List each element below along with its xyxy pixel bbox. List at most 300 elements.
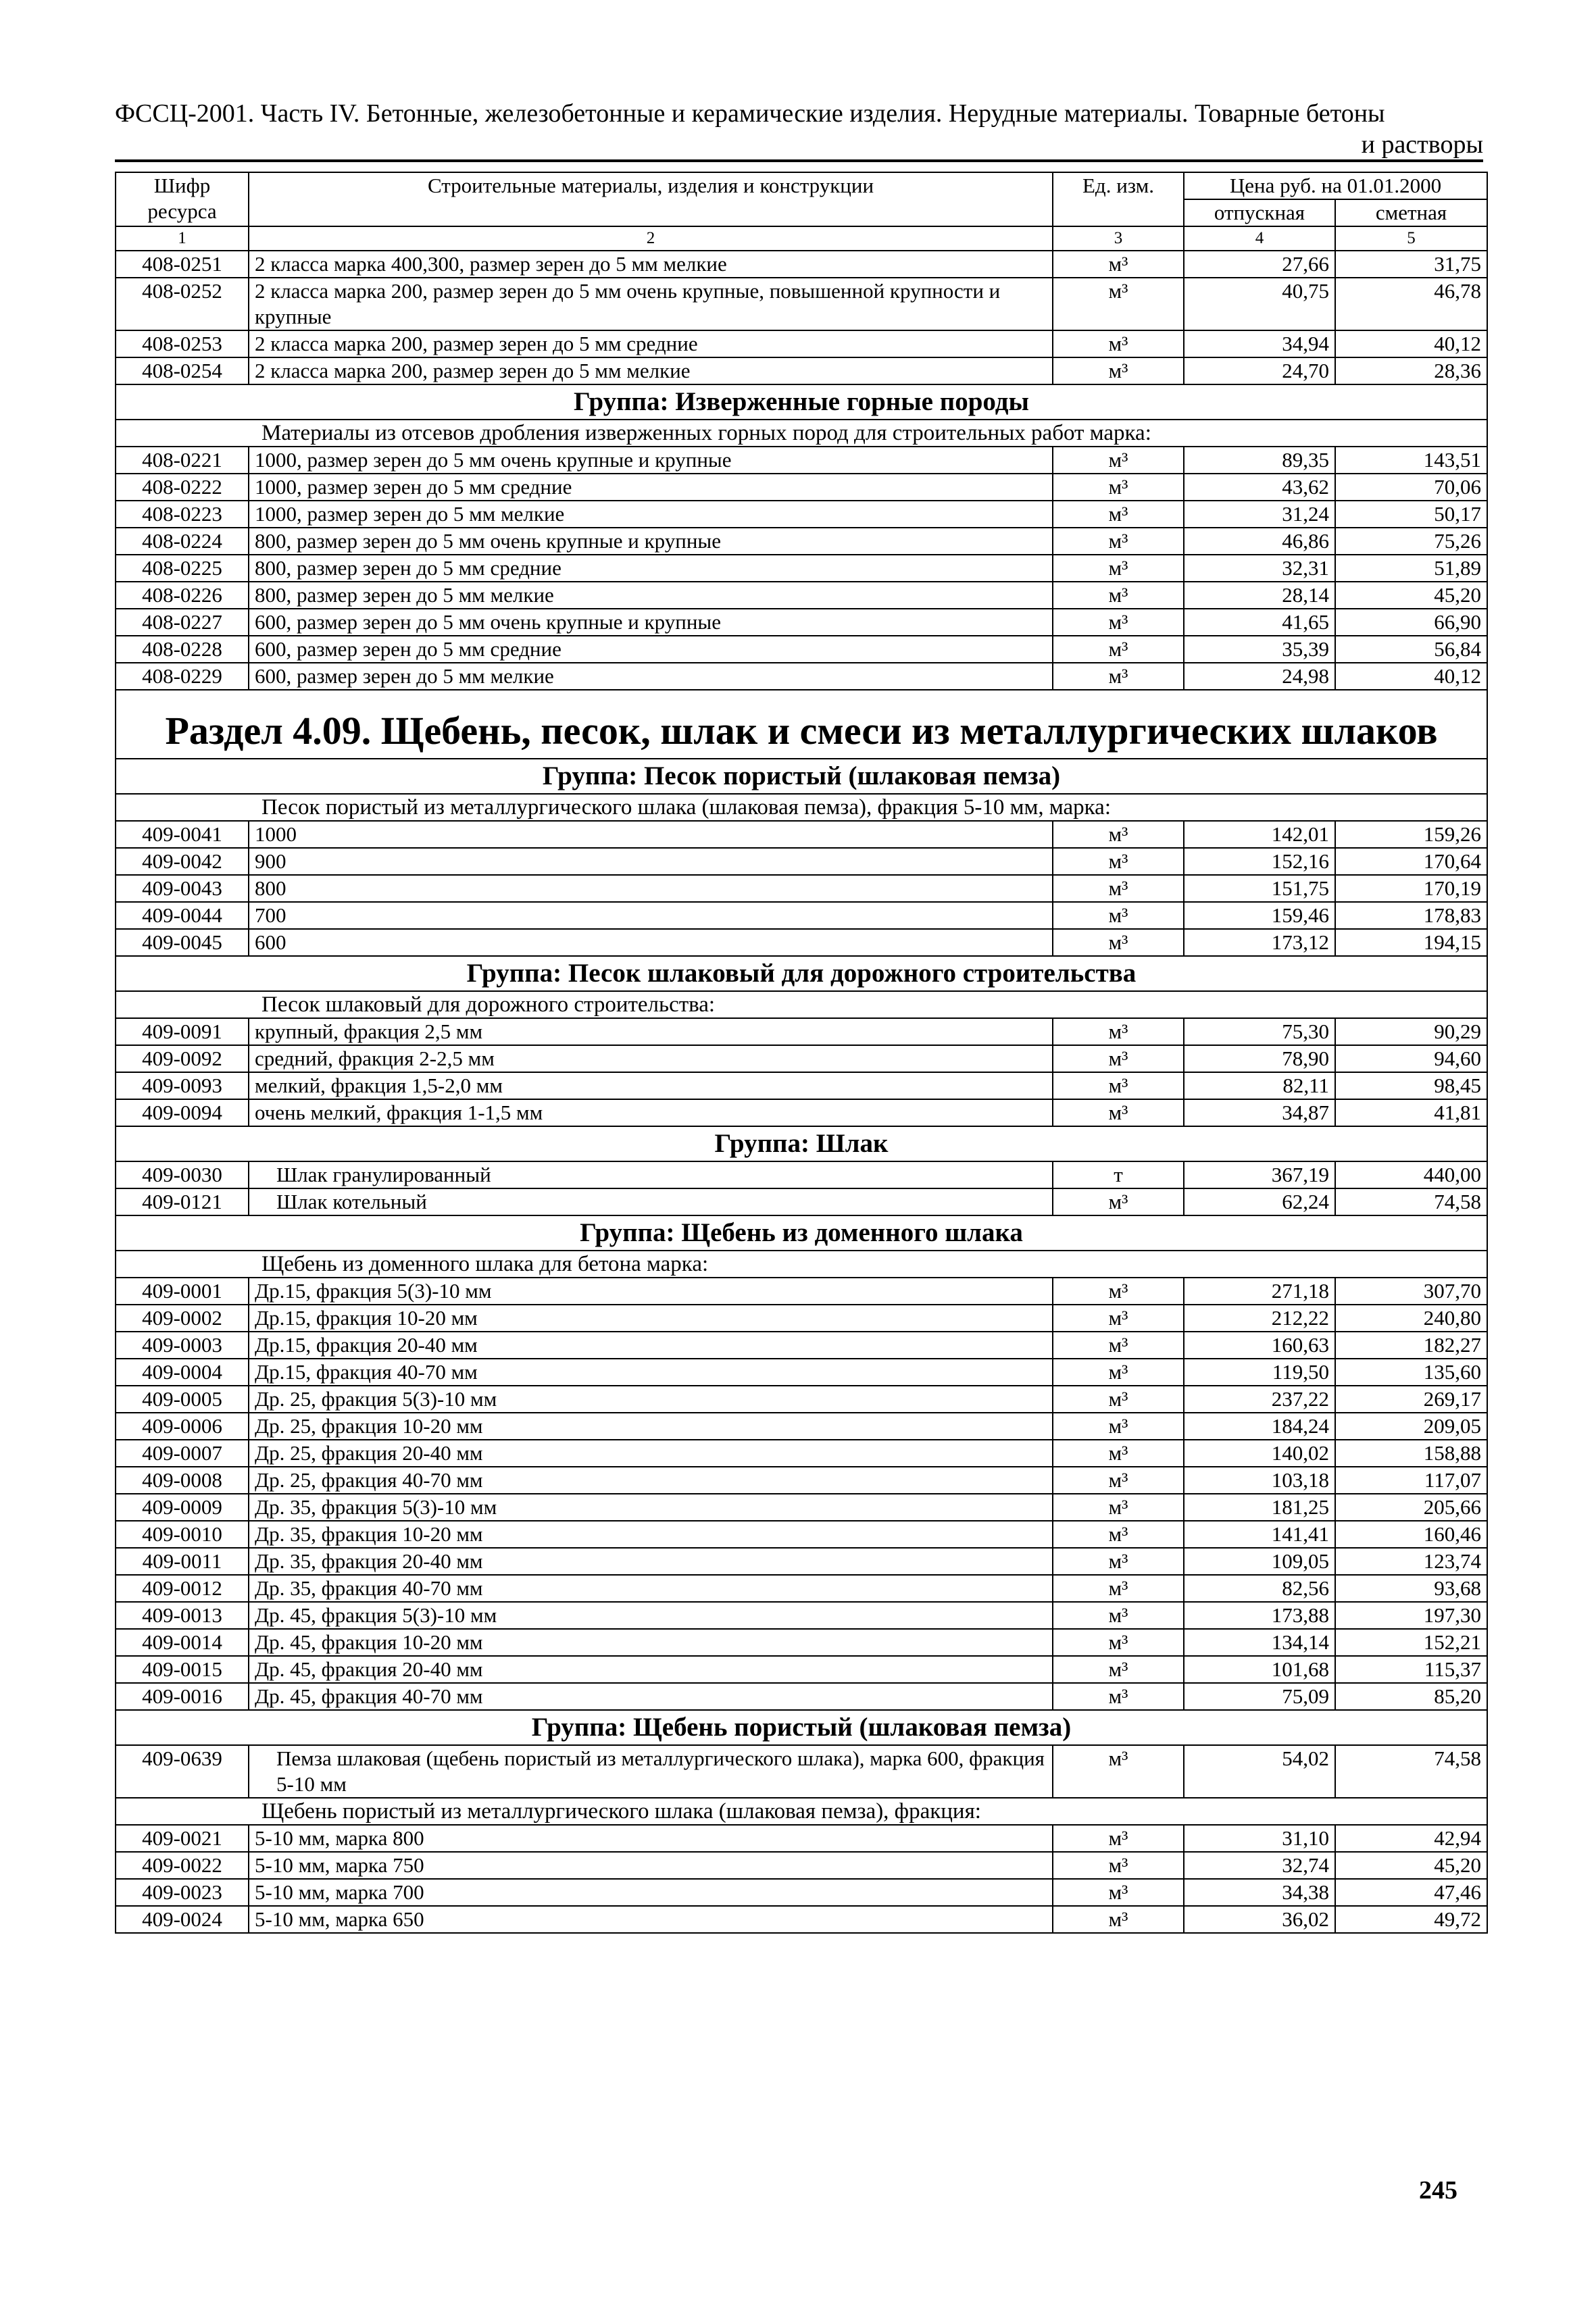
- cell-release-price: 54,02: [1184, 1745, 1335, 1798]
- cell-estimate-price: 307,70: [1335, 1278, 1487, 1305]
- col-number-4: 4: [1184, 226, 1335, 251]
- cell-estimate-price: 152,21: [1335, 1629, 1487, 1656]
- cell-code: 409-0003: [116, 1332, 249, 1359]
- cell-estimate-price: 98,45: [1335, 1072, 1487, 1099]
- cell-code: 408-0252: [116, 278, 249, 330]
- group-title: Группа: Песок шлаковый для дорожного строительства: [116, 956, 1487, 991]
- cell-estimate-price: 160,46: [1335, 1521, 1487, 1548]
- cell-name: Др. 45, фракция 20-40 мм: [249, 1656, 1053, 1683]
- cell-code: 408-0221: [116, 447, 249, 474]
- cell-unit: м³: [1053, 636, 1184, 663]
- cell-estimate-price: 115,37: [1335, 1656, 1487, 1683]
- cell-code: 409-0015: [116, 1656, 249, 1683]
- table-row: [116, 278, 1487, 330]
- cell-code: 408-0223: [116, 501, 249, 528]
- table-row: [116, 1413, 1487, 1440]
- cell-name: Пемза шлаковая (щебень пористый из металлургического шлака), марка 600, фракция 5-10 мм: [249, 1745, 1053, 1798]
- group-title: Группа: Шлак: [116, 1126, 1487, 1161]
- cell-release-price: 160,63: [1184, 1332, 1335, 1359]
- cell-name: 5-10 мм, марка 750: [249, 1852, 1053, 1879]
- header-line-1: ФССЦ-2001. Часть IV. Бетонные, железобетонные и керамические изделия. Нерудные материалы. Товарные бетоны: [115, 99, 1385, 128]
- group-row: [116, 956, 1487, 991]
- cell-name: Шлак гранулированный: [249, 1161, 1053, 1188]
- cell-code: 409-0045: [116, 929, 249, 956]
- cell-unit: м³: [1053, 474, 1184, 501]
- cell-unit: м³: [1053, 1575, 1184, 1602]
- cell-name: 5-10 мм, марка 700: [249, 1879, 1053, 1906]
- table-row: [116, 1683, 1487, 1710]
- cell-unit: м³: [1053, 1629, 1184, 1656]
- cell-release-price: 109,05: [1184, 1548, 1335, 1575]
- table-row: [116, 251, 1487, 278]
- table-row: [116, 1359, 1487, 1386]
- cell-name: Др. 35, фракция 40-70 мм: [249, 1575, 1053, 1602]
- cell-release-price: 271,18: [1184, 1278, 1335, 1305]
- cell-unit: м³: [1053, 447, 1184, 474]
- table-row: [116, 528, 1487, 555]
- page-number: 245: [1419, 2176, 1457, 2205]
- table-row: [116, 1548, 1487, 1575]
- cell-release-price: 46,86: [1184, 528, 1335, 555]
- cell-estimate-price: 197,30: [1335, 1602, 1487, 1629]
- cell-unit: м³: [1053, 1359, 1184, 1386]
- cell-unit: м³: [1053, 1386, 1184, 1413]
- cell-unit: м³: [1053, 278, 1184, 330]
- cell-release-price: 75,30: [1184, 1018, 1335, 1045]
- cell-unit: м³: [1053, 821, 1184, 848]
- cell-unit: м³: [1053, 875, 1184, 902]
- cell-code: 408-0226: [116, 582, 249, 609]
- col-number-5: 5: [1335, 226, 1487, 251]
- col-number-1: 1: [116, 226, 249, 251]
- table-row: [116, 1656, 1487, 1683]
- table-row: [116, 1072, 1487, 1099]
- cell-release-price: 24,70: [1184, 357, 1335, 384]
- cell-estimate-price: 45,20: [1335, 1852, 1487, 1879]
- cell-release-price: 35,39: [1184, 636, 1335, 663]
- table-header: [116, 172, 1487, 251]
- cell-release-price: 34,38: [1184, 1879, 1335, 1906]
- col-number-3: 3: [1053, 226, 1184, 251]
- cell-name: мелкий, фракция 1,5-2,0 мм: [249, 1072, 1053, 1099]
- cell-code: 409-0009: [116, 1494, 249, 1521]
- table-row: [116, 1575, 1487, 1602]
- cell-release-price: 181,25: [1184, 1494, 1335, 1521]
- table-row: [116, 1494, 1487, 1521]
- cell-name: 5-10 мм, марка 800: [249, 1825, 1053, 1852]
- table-row: [116, 636, 1487, 663]
- cell-release-price: 24,98: [1184, 663, 1335, 690]
- cell-release-price: 27,66: [1184, 251, 1335, 278]
- cell-name: Др. 45, фракция 40-70 мм: [249, 1683, 1053, 1710]
- table-row: [116, 357, 1487, 384]
- table-row: [116, 1161, 1487, 1188]
- cell-name: 900: [249, 848, 1053, 875]
- cell-name: крупный, фракция 2,5 мм: [249, 1018, 1053, 1045]
- cell-estimate-price: 56,84: [1335, 636, 1487, 663]
- cell-estimate-price: 47,46: [1335, 1879, 1487, 1906]
- cell-name: 800, размер зерен до 5 мм средние: [249, 555, 1053, 582]
- cell-estimate-price: 74,58: [1335, 1745, 1487, 1798]
- cell-release-price: 82,56: [1184, 1575, 1335, 1602]
- cell-name: 600, размер зерен до 5 мм очень крупные и крупные: [249, 609, 1053, 636]
- cell-unit: м³: [1053, 1332, 1184, 1359]
- cell-unit: м³: [1053, 1278, 1184, 1305]
- cell-code: 408-0225: [116, 555, 249, 582]
- cell-code: 408-0224: [116, 528, 249, 555]
- group-title: Группа: Щебень из доменного шлака: [116, 1215, 1487, 1251]
- cell-name: Др. 35, фракция 5(3)-10 мм: [249, 1494, 1053, 1521]
- running-header: [115, 98, 1483, 160]
- cell-estimate-price: 45,20: [1335, 582, 1487, 609]
- cell-code: 408-0251: [116, 251, 249, 278]
- cell-unit: м³: [1053, 1440, 1184, 1467]
- cell-name: 600, размер зерен до 5 мм мелкие: [249, 663, 1053, 690]
- table-row: [116, 902, 1487, 929]
- cell-estimate-price: 42,94: [1335, 1825, 1487, 1852]
- cell-release-price: 89,35: [1184, 447, 1335, 474]
- cell-name: 600, размер зерен до 5 мм средние: [249, 636, 1053, 663]
- cell-unit: м³: [1053, 1413, 1184, 1440]
- cell-unit: м³: [1053, 1099, 1184, 1126]
- cell-code: 409-0121: [116, 1188, 249, 1215]
- cell-release-price: 159,46: [1184, 902, 1335, 929]
- cell-name: 800, размер зерен до 5 мм мелкие: [249, 582, 1053, 609]
- cell-estimate-price: 170,19: [1335, 875, 1487, 902]
- cell-estimate-price: 75,26: [1335, 528, 1487, 555]
- cell-release-price: 152,16: [1184, 848, 1335, 875]
- cell-release-price: 43,62: [1184, 474, 1335, 501]
- cell-code: 409-0001: [116, 1278, 249, 1305]
- cell-estimate-price: 66,90: [1335, 609, 1487, 636]
- col-header-price: Цена руб. на 01.01.2000: [1184, 172, 1487, 199]
- cell-code: 409-0006: [116, 1413, 249, 1440]
- table-row: [116, 1467, 1487, 1494]
- cell-release-price: 32,31: [1184, 555, 1335, 582]
- cell-release-price: 103,18: [1184, 1467, 1335, 1494]
- cell-code: 409-0021: [116, 1825, 249, 1852]
- cell-unit: м³: [1053, 1656, 1184, 1683]
- table-row: [116, 1825, 1487, 1852]
- cell-code: 409-0016: [116, 1683, 249, 1710]
- cell-code: 409-0004: [116, 1359, 249, 1386]
- cell-code: 409-0002: [116, 1305, 249, 1332]
- cell-unit: т: [1053, 1161, 1184, 1188]
- cell-unit: м³: [1053, 1467, 1184, 1494]
- cell-name: очень мелкий, фракция 1-1,5 мм: [249, 1099, 1053, 1126]
- cell-name: 5-10 мм, марка 650: [249, 1906, 1053, 1933]
- subheading-text: Песок шлаковый для дорожного строительства:: [116, 991, 1487, 1018]
- cell-code: 409-0639: [116, 1745, 249, 1798]
- table-row: [116, 330, 1487, 357]
- cell-release-price: 184,24: [1184, 1413, 1335, 1440]
- cell-estimate-price: 28,36: [1335, 357, 1487, 384]
- cell-release-price: 82,11: [1184, 1072, 1335, 1099]
- cell-estimate-price: 194,15: [1335, 929, 1487, 956]
- cell-unit: м³: [1053, 848, 1184, 875]
- cell-release-price: 173,12: [1184, 929, 1335, 956]
- cell-unit: м³: [1053, 555, 1184, 582]
- table-row: [116, 1018, 1487, 1045]
- group-row: [116, 1126, 1487, 1161]
- cell-unit: м³: [1053, 1602, 1184, 1629]
- subheading-row: [116, 1251, 1487, 1278]
- cell-code: 409-0022: [116, 1852, 249, 1879]
- cell-unit: м³: [1053, 1548, 1184, 1575]
- cell-estimate-price: 70,06: [1335, 474, 1487, 501]
- cell-estimate-price: 85,20: [1335, 1683, 1487, 1710]
- table-row: [116, 1602, 1487, 1629]
- cell-code: 409-0091: [116, 1018, 249, 1045]
- cell-code: 409-0041: [116, 821, 249, 848]
- col-header-release: отпускная: [1184, 199, 1335, 226]
- cell-unit: м³: [1053, 1852, 1184, 1879]
- cell-unit: м³: [1053, 330, 1184, 357]
- subheading-text: Щебень пористый из металлургического шлака (шлаковая пемза), фракция:: [116, 1798, 1487, 1825]
- cell-code: 408-0253: [116, 330, 249, 357]
- cell-code: 409-0092: [116, 1045, 249, 1072]
- cell-code: 409-0094: [116, 1099, 249, 1126]
- section-title: Раздел 4.09. Щебень, песок, шлак и смеси из металлургических шлаков: [116, 690, 1487, 759]
- table-row: [116, 663, 1487, 690]
- table-row: [116, 1386, 1487, 1413]
- cell-estimate-price: 143,51: [1335, 447, 1487, 474]
- cell-estimate-price: 74,58: [1335, 1188, 1487, 1215]
- group-row: [116, 759, 1487, 794]
- cell-code: 409-0043: [116, 875, 249, 902]
- cell-name: Др.15, фракция 20-40 мм: [249, 1332, 1053, 1359]
- cell-estimate-price: 94,60: [1335, 1045, 1487, 1072]
- group-title: Группа: Песок пористый (шлаковая пемза): [116, 759, 1487, 794]
- cell-estimate-price: 135,60: [1335, 1359, 1487, 1386]
- cell-name: Др. 25, фракция 5(3)-10 мм: [249, 1386, 1053, 1413]
- cell-code: 409-0024: [116, 1906, 249, 1933]
- cell-name: Др. 25, фракция 10-20 мм: [249, 1413, 1053, 1440]
- cell-release-price: 134,14: [1184, 1629, 1335, 1656]
- cell-name: Др.15, фракция 5(3)-10 мм: [249, 1278, 1053, 1305]
- col-header-estimate: сметная: [1335, 199, 1487, 226]
- cell-estimate-price: 159,26: [1335, 821, 1487, 848]
- cell-release-price: 34,87: [1184, 1099, 1335, 1126]
- cell-unit: м³: [1053, 1906, 1184, 1933]
- table-row: [116, 1099, 1487, 1126]
- cell-release-price: 78,90: [1184, 1045, 1335, 1072]
- cell-name: Др. 45, фракция 5(3)-10 мм: [249, 1602, 1053, 1629]
- table-row: [116, 848, 1487, 875]
- header-rule: [115, 159, 1483, 162]
- cell-release-price: 41,65: [1184, 609, 1335, 636]
- table-row: [116, 447, 1487, 474]
- cell-code: 409-0093: [116, 1072, 249, 1099]
- cell-name: 1000, размер зерен до 5 мм мелкие: [249, 501, 1053, 528]
- cell-estimate-price: 123,74: [1335, 1548, 1487, 1575]
- cell-release-price: 32,74: [1184, 1852, 1335, 1879]
- table-body: [116, 251, 1487, 1933]
- group-title: Группа: Изверженные горные породы: [116, 384, 1487, 420]
- cell-name: 600: [249, 929, 1053, 956]
- cell-code: 409-0023: [116, 1879, 249, 1906]
- subheading-text: Материалы из отсевов дробления изверженных горных пород для строительных работ марка:: [116, 420, 1487, 447]
- cell-unit: м³: [1053, 1072, 1184, 1099]
- subheading-row: [116, 1798, 1487, 1825]
- col-header-unit: Ед. изм.: [1053, 172, 1184, 226]
- cell-estimate-price: 93,68: [1335, 1575, 1487, 1602]
- cell-unit: м³: [1053, 1188, 1184, 1215]
- cell-unit: м³: [1053, 1521, 1184, 1548]
- table-row: [116, 1045, 1487, 1072]
- cell-release-price: 151,75: [1184, 875, 1335, 902]
- section-row: [116, 690, 1487, 759]
- cell-code: 409-0008: [116, 1467, 249, 1494]
- cell-name: Др.15, фракция 10-20 мм: [249, 1305, 1053, 1332]
- cell-code: 408-0229: [116, 663, 249, 690]
- cell-code: 409-0005: [116, 1386, 249, 1413]
- cell-unit: м³: [1053, 609, 1184, 636]
- table-row: [116, 1906, 1487, 1933]
- cell-estimate-price: 269,17: [1335, 1386, 1487, 1413]
- cell-estimate-price: 46,78: [1335, 278, 1487, 330]
- col-number-2: 2: [249, 226, 1053, 251]
- table-row: [116, 1745, 1487, 1798]
- table-row: [116, 582, 1487, 609]
- cell-release-price: 36,02: [1184, 1906, 1335, 1933]
- cell-estimate-price: 209,05: [1335, 1413, 1487, 1440]
- cell-name: 2 класса марка 200, размер зерен до 5 мм очень крупные, повышенной крупности и крупные: [249, 278, 1053, 330]
- cell-unit: м³: [1053, 357, 1184, 384]
- cell-code: 409-0012: [116, 1575, 249, 1602]
- cell-release-price: 140,02: [1184, 1440, 1335, 1467]
- table-row: [116, 501, 1487, 528]
- table-row: [116, 1278, 1487, 1305]
- cell-unit: м³: [1053, 501, 1184, 528]
- cell-unit: м³: [1053, 1745, 1184, 1798]
- cell-unit: м³: [1053, 1018, 1184, 1045]
- cell-release-price: 31,10: [1184, 1825, 1335, 1852]
- table-row: [116, 1629, 1487, 1656]
- cell-name: Др. 35, фракция 10-20 мм: [249, 1521, 1053, 1548]
- cell-estimate-price: 41,81: [1335, 1099, 1487, 1126]
- cell-name: средний, фракция 2-2,5 мм: [249, 1045, 1053, 1072]
- cell-name: Др.15, фракция 40-70 мм: [249, 1359, 1053, 1386]
- group-row: [116, 1710, 1487, 1745]
- col-header-name: Строительные материалы, изделия и конструкции: [249, 172, 1053, 226]
- cell-name: 1000: [249, 821, 1053, 848]
- cell-estimate-price: 178,83: [1335, 902, 1487, 929]
- cell-estimate-price: 40,12: [1335, 330, 1487, 357]
- cell-release-price: 367,19: [1184, 1161, 1335, 1188]
- cell-unit: м³: [1053, 251, 1184, 278]
- table-row: [116, 1188, 1487, 1215]
- cell-unit: м³: [1053, 902, 1184, 929]
- subheading-row: [116, 794, 1487, 821]
- cell-code: 409-0014: [116, 1629, 249, 1656]
- cell-unit: м³: [1053, 929, 1184, 956]
- subheading-text: Щебень из доменного шлака для бетона марка:: [116, 1251, 1487, 1278]
- cell-release-price: 34,94: [1184, 330, 1335, 357]
- cell-name: Др. 25, фракция 40-70 мм: [249, 1467, 1053, 1494]
- cell-unit: м³: [1053, 1045, 1184, 1072]
- table-row: [116, 821, 1487, 848]
- table-row: [116, 1440, 1487, 1467]
- cell-code: 409-0030: [116, 1161, 249, 1188]
- cell-estimate-price: 90,29: [1335, 1018, 1487, 1045]
- cell-code: 409-0044: [116, 902, 249, 929]
- cell-unit: м³: [1053, 582, 1184, 609]
- table-row: [116, 474, 1487, 501]
- cell-name: 1000, размер зерен до 5 мм средние: [249, 474, 1053, 501]
- cell-release-price: 119,50: [1184, 1359, 1335, 1386]
- cell-estimate-price: 240,80: [1335, 1305, 1487, 1332]
- subheading-row: [116, 991, 1487, 1018]
- table-row: [116, 1332, 1487, 1359]
- cell-estimate-price: 40,12: [1335, 663, 1487, 690]
- cell-release-price: 40,75: [1184, 278, 1335, 330]
- price-table: [115, 172, 1488, 1934]
- group-row: [116, 1215, 1487, 1251]
- table-row: [116, 1305, 1487, 1332]
- cell-unit: м³: [1053, 1305, 1184, 1332]
- cell-release-price: 31,24: [1184, 501, 1335, 528]
- cell-estimate-price: 49,72: [1335, 1906, 1487, 1933]
- cell-name: 800, размер зерен до 5 мм очень крупные и крупные: [249, 528, 1053, 555]
- header-line-2: и растворы: [1361, 130, 1483, 159]
- cell-estimate-price: 50,17: [1335, 501, 1487, 528]
- group-row: [116, 384, 1487, 420]
- table-row: [116, 555, 1487, 582]
- cell-release-price: 62,24: [1184, 1188, 1335, 1215]
- cell-name: 800: [249, 875, 1053, 902]
- cell-release-price: 75,09: [1184, 1683, 1335, 1710]
- cell-release-price: 142,01: [1184, 821, 1335, 848]
- cell-code: 409-0011: [116, 1548, 249, 1575]
- cell-estimate-price: 205,66: [1335, 1494, 1487, 1521]
- cell-estimate-price: 170,64: [1335, 848, 1487, 875]
- cell-code: 409-0010: [116, 1521, 249, 1548]
- cell-name: Др. 45, фракция 10-20 мм: [249, 1629, 1053, 1656]
- cell-estimate-price: 440,00: [1335, 1161, 1487, 1188]
- cell-code: 408-0227: [116, 609, 249, 636]
- cell-code: 408-0222: [116, 474, 249, 501]
- cell-estimate-price: 158,88: [1335, 1440, 1487, 1467]
- cell-code: 408-0254: [116, 357, 249, 384]
- cell-name: 700: [249, 902, 1053, 929]
- subheading-text: Песок пористый из металлургического шлака (шлаковая пемза), фракция 5-10 мм, марка:: [116, 794, 1487, 821]
- table-row: [116, 1521, 1487, 1548]
- cell-release-price: 237,22: [1184, 1386, 1335, 1413]
- subheading-row: [116, 420, 1487, 447]
- cell-name: 2 класса марка 200, размер зерен до 5 мм средние: [249, 330, 1053, 357]
- cell-release-price: 141,41: [1184, 1521, 1335, 1548]
- table-row: [116, 609, 1487, 636]
- table-row: [116, 875, 1487, 902]
- cell-release-price: 212,22: [1184, 1305, 1335, 1332]
- cell-release-price: 173,88: [1184, 1602, 1335, 1629]
- cell-name: 1000, размер зерен до 5 мм очень крупные и крупные: [249, 447, 1053, 474]
- cell-name: 2 класса марка 200, размер зерен до 5 мм мелкие: [249, 357, 1053, 384]
- cell-code: 409-0042: [116, 848, 249, 875]
- cell-code: 409-0013: [116, 1602, 249, 1629]
- table-row: [116, 1852, 1487, 1879]
- cell-name: Др. 25, фракция 20-40 мм: [249, 1440, 1053, 1467]
- cell-unit: м³: [1053, 1825, 1184, 1852]
- table-row: [116, 929, 1487, 956]
- cell-name: 2 класса марка 400,300, размер зерен до 5 мм мелкие: [249, 251, 1053, 278]
- col-header-code: Шифр ресурса: [116, 172, 249, 226]
- cell-unit: м³: [1053, 528, 1184, 555]
- cell-unit: м³: [1053, 1494, 1184, 1521]
- cell-unit: м³: [1053, 1879, 1184, 1906]
- cell-name: Др. 35, фракция 20-40 мм: [249, 1548, 1053, 1575]
